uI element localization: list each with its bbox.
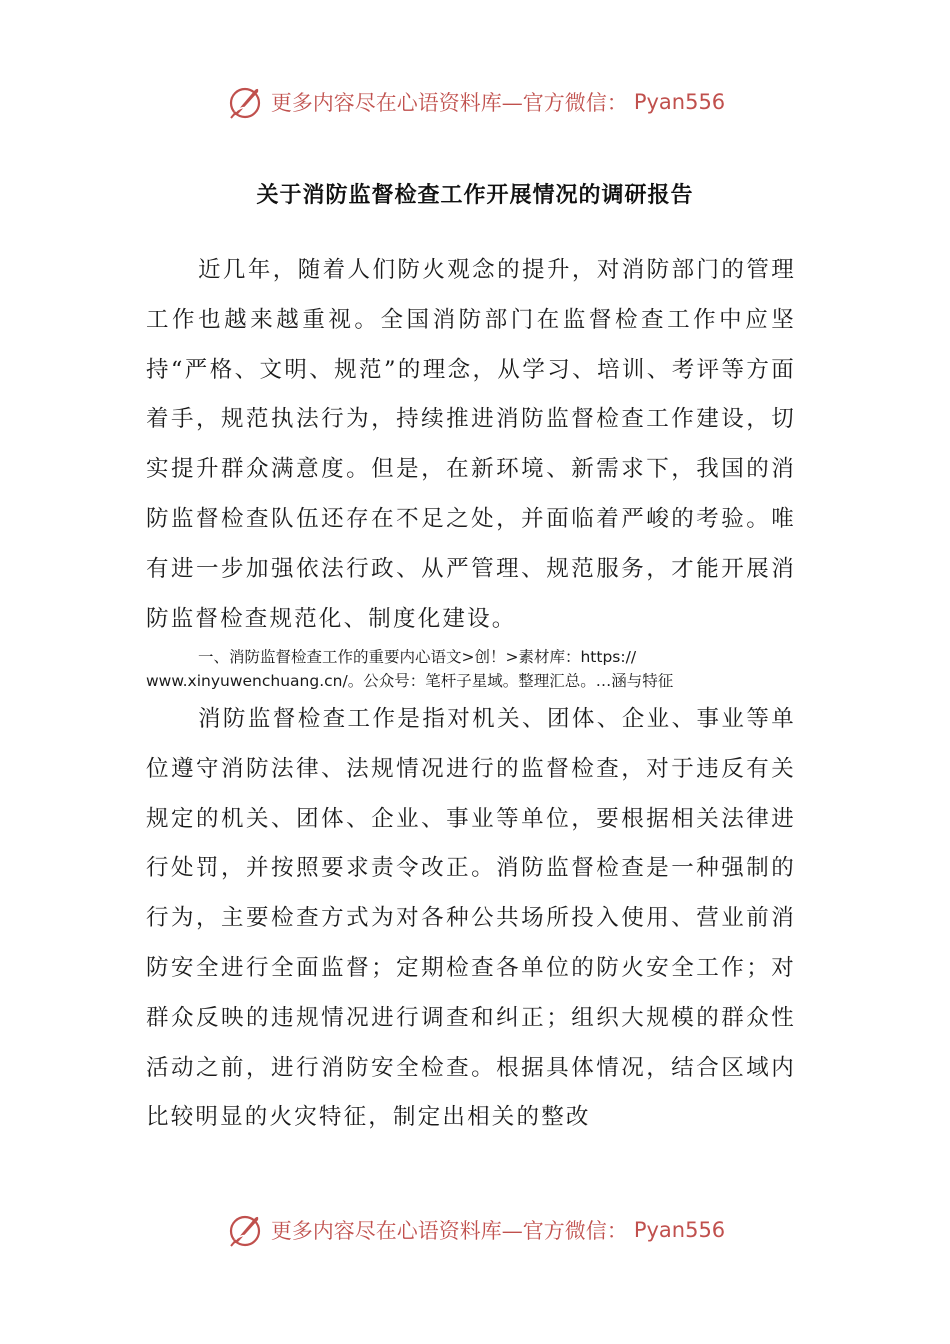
quill-logo-icon (225, 82, 265, 122)
body-paragraph-2: 消防监督检查工作是指对机关、团体、企业、事业等单位遵守消防法律、法规情况进行的监督检查，对于违反有关规定的机关、团体、企业、事业等单位，要根据相关法律进行处罚，并按照要求责令改正。消防监督检查是一种强制的行为，主要检查方式为对各种公共场所投入使用、营业前消防安全进行全面监督；定期检查各单位的防火安全工作；对群众反映的违规情况进行调查和纠正；组织大规模的群众性活动之前，进行消防安全检查。根据具体情况，结合区域内比较明显的火灾特征，制定出相关的整改 (146, 706, 796, 1131)
footer-watermark-banner (0, 1208, 950, 1252)
banner-text: 更多内容尽在心语资料库—官方微信： (270, 91, 628, 115)
document-title: 关于消防监督检查工作开展情况的调研报告 (256, 183, 694, 208)
banner-text: 更多内容尽在心语资料库—官方微信： (270, 1219, 628, 1243)
section-heading (146, 645, 796, 693)
body-paragraph-1: 近几年，随着人们防火观念的提升，对消防部门的管理工作也越来越重视。全国消防部门在监督检查工作中应坚持“严格、文明、规范”的理念，从学习、培训、考评等方面着手，规范执法行为，持续推进消防监督检查工作建设，切实提升群众满意度。但是，在新环境、新需求下，我国的消防监督检查队伍还存在不足之处，并面临着严峻的考验。唯有进一步加强依法行政、从严管理、规范服务，才能开展消防监督检查规范化、制度化建设。 (146, 257, 796, 632)
section-heading-line-2: www.xinyuwenchuang.cn/。公众号：笔杆子星域。整理汇总。…涵与特征 (146, 672, 674, 690)
header-watermark-banner (0, 80, 950, 124)
banner-wechat-id: Pyan556 (633, 90, 726, 114)
banner-wechat-id: Pyan556 (633, 1218, 726, 1242)
quill-logo-icon (225, 1210, 265, 1250)
section-heading-line-1: 一、消防监督检查工作的重要内心语文>创！>素材库：https:// (198, 648, 637, 666)
